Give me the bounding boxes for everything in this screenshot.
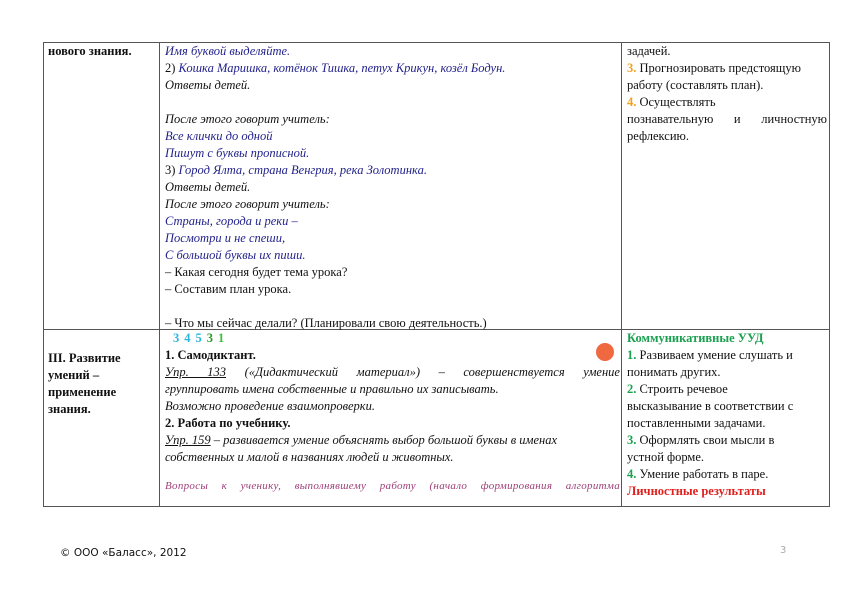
text-line: Возможно проведение взаимопроверки. [165,399,376,413]
text-line: Развиваем умение слушать и [636,348,793,362]
text-line: задачей. [627,44,671,58]
item-number: 3) [165,163,179,177]
text-line: высказывание в соответствии с [627,399,794,413]
stage-label: применение [48,385,117,399]
text-line: Умение работать в паре. [636,467,769,481]
text-line: устной форме. [627,450,705,464]
stage-label: III. Развитие [48,351,121,365]
poem-line: Посмотри и не спеши, [165,231,286,245]
note-line: Вопросы к ученику, выполнявшему работу (начало формирования алгоритма [165,480,620,492]
exercise-ref: Упр. 159 [165,433,211,447]
rating-number: 5 [195,331,202,345]
text-line: («Дидактический материал») – совершенствуется умение [226,365,620,379]
stage-label: знания. [48,402,91,416]
stage-cell [48,350,158,418]
question-line: – Какая сегодня будет тема урока? [165,265,348,279]
text-line: После этого говорит учитель: [165,112,330,126]
rating-number: 3 [206,331,213,345]
poem-line: С большой буквы их пиши. [165,248,306,262]
text-line: Ответы детей. [165,78,251,92]
text-line: Строить речевое [636,382,728,396]
text-line: Оформлять свои мысли в [636,433,775,447]
text-line: Ответы детей. [165,180,251,194]
item-number: 2. [627,382,637,396]
uud-cell [627,43,827,145]
text-line: Осуществлять [636,95,716,109]
text-line: поставленными задачами. [627,416,766,430]
text-line: После этого говорит учитель: [165,197,330,211]
text-line: познавательную и личностную [627,112,827,126]
text-line: работу (составлять план). [627,78,764,92]
text-line: Кошка Маришка, котёнок Тишка, петух Крикун, козёл Бодун. [178,61,506,75]
section-heading: 2. Работа по учебнику. [165,416,291,430]
uud-cell [627,330,827,500]
item-number: 2) [165,61,179,75]
item-number: 1. [627,348,637,362]
footer-copyright: © ООО «Баласс», 2012 [60,547,187,559]
text-line: – развивается умение объяснять выбор большой буквы в именах [210,433,558,447]
text-line: собственных и малой в названиях людей и животных. [165,450,454,464]
poem-line: Пишут с буквы прописной. [165,146,310,160]
exercise-ref: Упр. 133 [165,365,227,379]
content-cell [165,330,620,495]
rating-number: 1 [218,331,225,345]
item-number: 3. [627,433,637,447]
text-line: понимать других. [627,365,721,379]
rating-number: 3 [173,331,180,345]
item-number: 4. [627,467,637,481]
uud-title: Коммуникативные УУД [627,331,764,345]
rating-numbers [165,330,620,347]
lesson-table [43,42,830,507]
page-number: 3 [780,545,787,556]
text-line: Имя буквой выделяйте. [165,44,291,58]
text-line: Прогнозировать предстоящую [636,61,801,75]
marker-dot [596,343,614,361]
content-cell [165,43,620,332]
poem-line: Все клички до одной [165,129,273,143]
item-number: 3. [627,61,637,75]
section-heading: 1. Самодиктант. [165,348,256,362]
text-line: группировать имена собственные и правильно их записывать. [165,382,499,396]
text-line: Город Ялта, страна Венгрия, река Золотинка. [178,163,427,177]
column-divider [621,43,622,506]
results-title: Личностные результаты [627,484,766,498]
question-line: – Составим план урока. [165,282,292,296]
rating-number: 4 [184,331,191,345]
stage-cell [48,43,158,60]
item-number: 4. [627,95,637,109]
stage-label: нового знания. [48,44,132,58]
text-line: рефлексию. [627,129,689,143]
stage-label: умений – [48,368,100,382]
question-line: – Что мы сейчас делали? (Планировали свою деятельность.) [165,316,487,330]
poem-line: Страны, города и реки – [165,214,298,228]
column-divider [159,43,160,506]
